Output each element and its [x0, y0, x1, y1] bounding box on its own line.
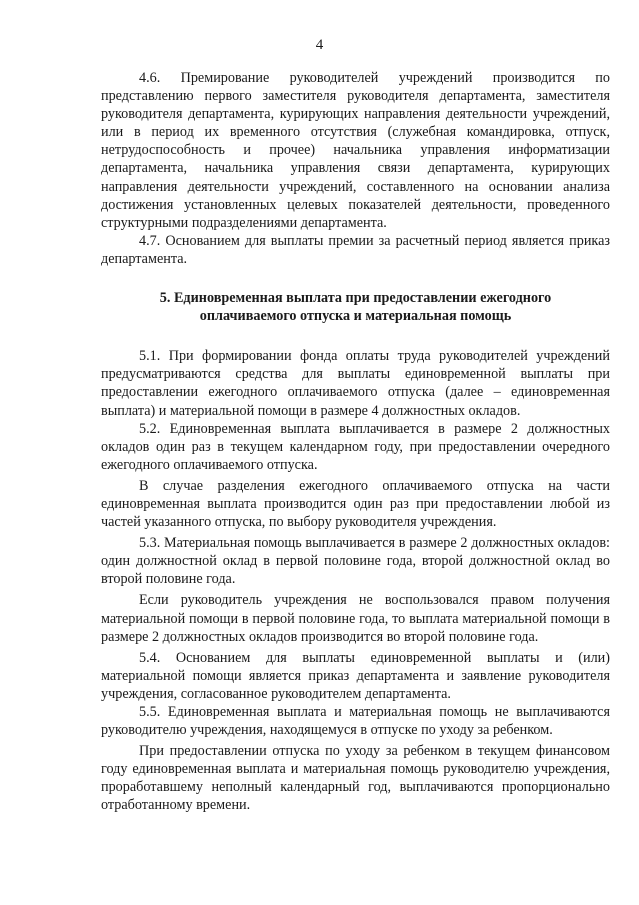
section-5-heading	[101, 289, 610, 325]
page-number: 4	[315, 37, 324, 53]
paragraph-4-6: 4.6. Премирование руководителей учреждений производится по представлению первого заместителя руководителя департамента, заместителя руководителя департамента, курирующих направления деятельности учреждений, или в период их временного отсутствия (служебная командировка, отпуск, нетрудоспособность и прочее) начальника управления информатизации департамента, начальника управления связи департамента, курирующих направления деятельности учреждений, составленного на основании анализа достижения установленных целевых показателей деятельности, проведенного структурными подразделениями департамента.	[101, 70, 610, 231]
paragraph-5-2-note: В случае разделения ежегодного оплачиваемого отпуска на части единовременная выплата производится один раз при предоставлении любой из частей указанного отпуска, по выбору руководителя учреждения.	[101, 477, 610, 531]
paragraph-4-7: 4.7. Основанием для выплаты премии за расчетный период является приказ департамента.	[101, 232, 610, 267]
paragraph-5-4: 5.4. Основанием для выплаты единовременной выплаты и (или) материальной помощи является приказ департамента и заявление руководителя учреждения, согласованное руководителем департамента.	[101, 649, 610, 702]
paragraph-5-2: 5.2. Единовременная выплата выплачивается в размере 2 должностных окладов один раз в текущем календарном году, при предоставлении очередного ежегодного оплачиваемого отпуска.	[101, 420, 610, 473]
paragraph-5-5: 5.5. Единовременная выплата и материальная помощь не выплачиваются руководителю учреждения, находящемуся в отпуске по уходу за ребенком.	[101, 704, 610, 739]
section-heading-line-1: 5. Единовременная выплата при предоставлении ежегодного	[159, 290, 552, 307]
paragraph-5-1: 5.1. При формировании фонда оплаты труда руководителей учреждений предусматриваются средства для выплаты единовременной выплаты при предоставлении ежегодного оплачиваемого отпуска (далее – единовременная выплата) и материальной помощи в размере 4 должностных окладов.	[101, 348, 610, 419]
section-heading-line-2: оплачиваемого отпуска и материальная помощь	[199, 308, 512, 325]
document-body	[101, 69, 610, 815]
paragraph-5-5-note: При предоставлении отпуска по уходу за ребенком в текущем финансовом году единовременная выплата и материальная помощь руководителю учреждения, проработавшему неполный календарный год, выплачиваются пропорционально отработанному времени.	[101, 743, 610, 814]
paragraph-5-3: 5.3. Материальная помощь выплачивается в размере 2 должностных окладов: один должностной оклад в первой половине года, второй должностной оклад во второй половине года.	[101, 535, 610, 588]
paragraph-5-3-note: Если руководитель учреждения не воспользовался правом получения материальной помощи в первой половине года, то выплата материальной помощи в размере 2 должностных окладов производится во второй половине года.	[101, 592, 610, 645]
